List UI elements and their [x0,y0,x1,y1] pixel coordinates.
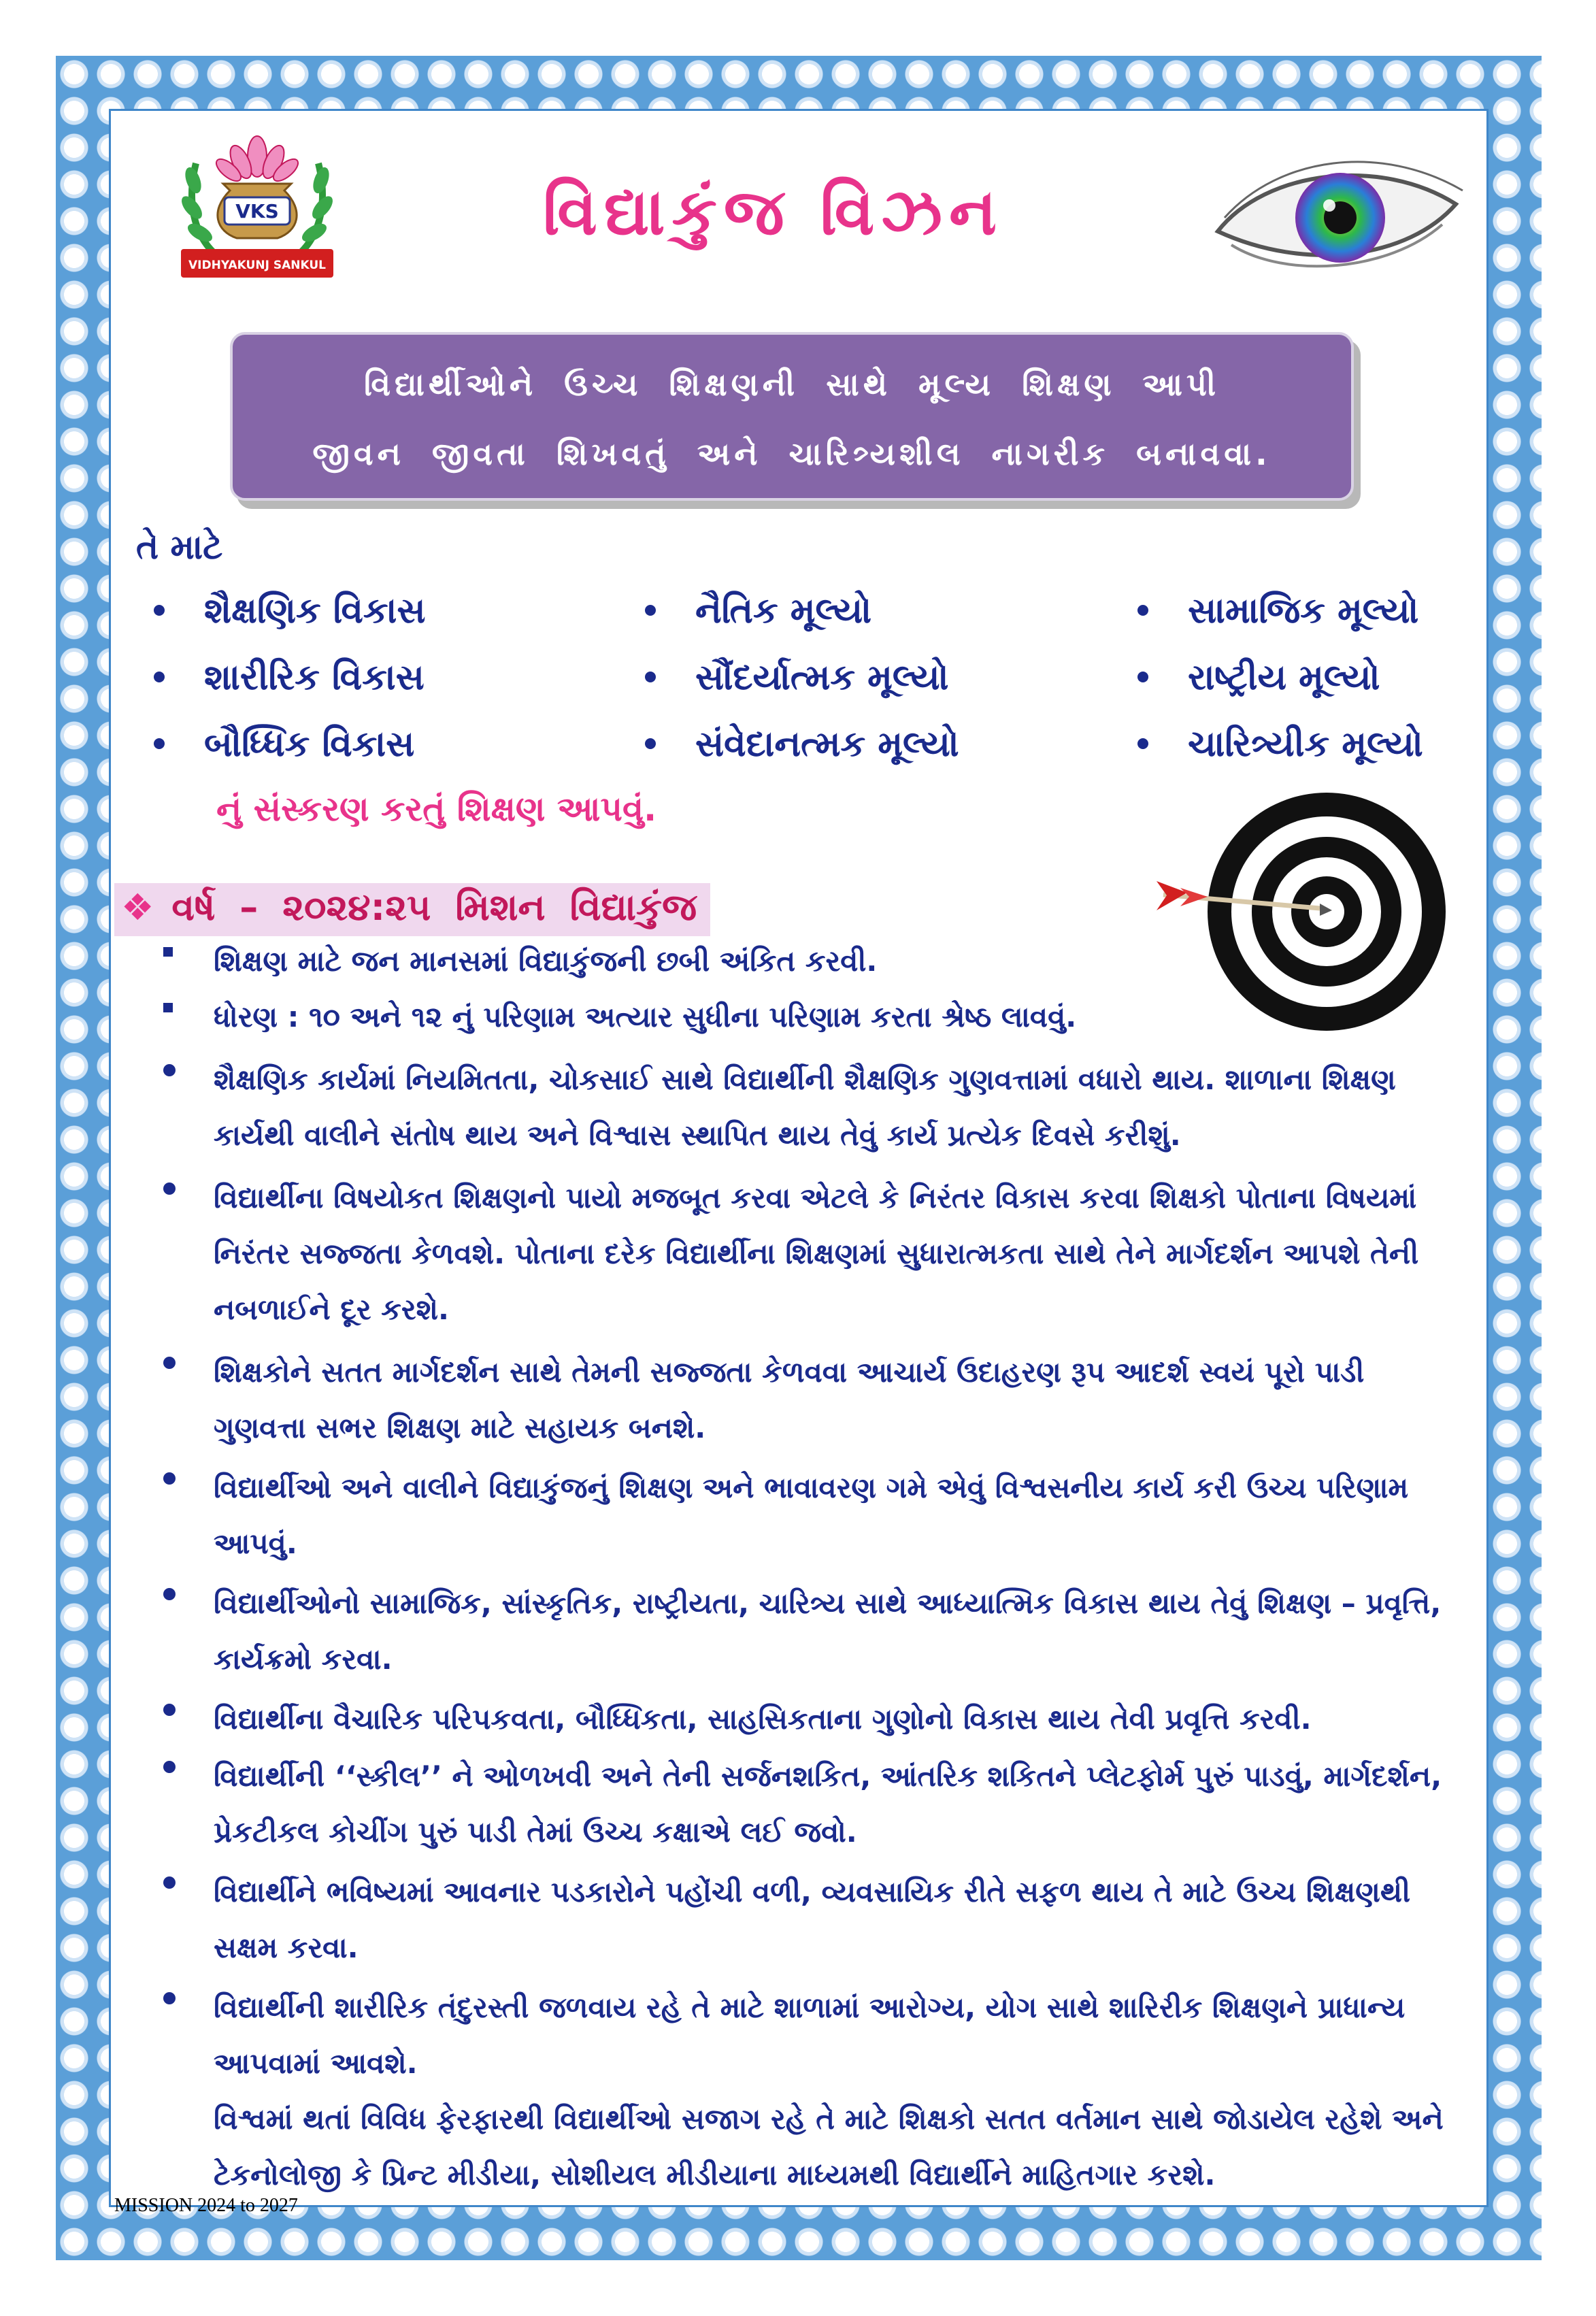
round-bullet-icon [163,1182,176,1195]
value-item: રાષ્ટ્રીય મૂલ્યો [1137,657,1380,699]
round-bullet-icon [163,1761,176,1773]
mission-heading: ❖ વર્ષ – ૨૦૨૪:૨૫ મિશન વિદ્યાકુંજ [114,883,710,936]
mission-square-item: શિક્ષણ માટે જન માનસમાં વિદ્યાકુંજની છબી અંકિત કરવી. [163,933,1483,989]
round-bullet-icon [163,1472,176,1485]
square-bullet-icon [163,947,173,957]
round-bullet-icon [163,1992,176,2004]
mission-item: વિદ્યાર્થીની ‘‘સ્કીલ’’ ને ઓળખવી અને તેની સર્જનશકિત, આંતરિક શકિતને પ્લેટફોર્મ પુરું પાડવું, માર્ગદર્શન, પ્રેકટીકલ કોચીંગ પુરું પાડી તેમાં ઉચ્ચ કક્ષાએ લઈ જવો. [163,1749,1464,1860]
for-this-label: તે માટે [136,527,223,567]
value-item: શારીરિક વિકાસ [154,657,425,699]
value-item: સામાજિક મૂલ્યો [1137,591,1418,632]
lotus-icon [213,136,302,185]
vision-line-2: જીવન જીવતા શિખવતું અને ચારિત્ર્યશીલ નાગરીક બનાવવા. [312,435,1271,472]
value-item: શૈક્ષણિક વિકાસ [154,591,425,632]
pot-icon [218,184,297,238]
mission-item: શૈક્ષણિક કાર્યમાં નિયમિતતા, ચોકસાઈ સાથે વિદ્યાર્થીની શૈક્ષણિક ગુણવત્તામાં વધારો થાય. શાળાના શિક્ષણ કાર્યથી વાલીને સંતોષ થાય અને વિશ્વાસ સ્થાપિત થાય તેવું કાર્ય પ્રત્યેક દિવસે કરીશું. [163,1052,1464,1163]
mission-closing-paragraph: વિશ્વમાં થતાં વિવિધ ફેરફારથી વિદ્યાર્થીઓ સજાગ રહે તે માટે શિક્ષકો સતત વર્તમાન સાથે જોડાયેલ રહેશે અને ટેકનોલોજી કે પ્રિન્ટ મીડીયા, સોશીયલ મીડીયાના માધ્યમથી વિદ્યાર્થીને માહિતગાર કરશે. [214,2102,1444,2191]
value-item: ચારિત્ર્યીક મૂલ્યો [1137,724,1423,765]
vision-statement-box [230,332,1354,501]
diamond-star-icon: ❖ [121,886,154,929]
value-item: સૌંદર્યાત્મક મૂલ્યો [645,657,948,699]
mission-item: શિક્ષકોને સતત માર્ગદર્શન સાથે તેમની સજ્જતા કેળવવા આચાર્ય ઉદાહરણ રૂપ આદર્શ સ્વયં પૂરો પાડી ગુણવત્તા સભર શિક્ષણ માટે સહાયક બનશે. [163,1344,1464,1456]
round-bullet-icon [163,1876,176,1889]
footer-note: MISSION 2024 to 2027 [114,2195,298,2216]
vks-logo [176,116,339,286]
logo-ribbon [181,249,333,278]
page-title: વિદ્યાકુંજ વિઝન [543,176,1004,250]
sanskaran-line: નું સંસ્કરણ કરતું શિક્ષણ આપવું. [216,789,657,829]
round-bullet-icon [163,1357,176,1369]
mission-item: વિદ્યાર્થીઓનો સામાજિક, સાંસ્કૃતિક, રાષ્ટ્રીયતા, ચારિત્ર્ય સાથે આધ્યાત્મિક વિકાસ થાય તેવું શિક્ષણ – પ્રવૃત્તિ, કાર્યક્રમો કરવા. [163,1576,1464,1687]
mission-item: વિદ્યાર્થીના વૈચારિક પરિપકવતા, બૌધ્ધિકતા, સાહસિકતાના ગુણોનો વિકાસ થાય તેવી પ્રવૃત્તિ કરવી. [163,1691,1464,1747]
mission-item: વિદ્યાર્થીઓ અને વાલીને વિદ્યાકુંજનું શિક્ષણ અને ભાવાવરણ ગમે એવું વિશ્વસનીય કાર્ય કરી ઉચ્ચ પરિણામ આપવું. [163,1460,1464,1572]
mission-item: વિદ્યાર્થીના વિષયોકત શિક્ષણનો પાયો મજબૂત કરવા એટલે કે નિરંતર વિકાસ કરવા શિક્ષકો પોતાના વિષયમાં નિરંતર સજ્જતા કેળવશે. પોતાના દરેક વિદ્યાર્થીના શિક્ષણમાં સુધારાત્મકતા સાથે તેને માર્ગદર્શન આપશે તેની નબળાઈને દૂર કરશે. [163,1170,1464,1338]
round-bullet-icon [163,1588,176,1600]
logo-badge-text: VKS [235,200,279,222]
mission-square-item: ધોરણ : ૧૦ અને ૧૨ નું પરિણામ અત્યાર સુધીના પરિણામ કરતા શ્રેષ્ઠ લાવવું. [163,989,1483,1045]
round-bullet-icon [163,1064,176,1076]
value-item: નૈતિક મૂલ્યો [645,591,871,632]
square-bullet-icon [163,1003,173,1012]
logo-ribbon-text: VIDHYAKUNJ SANKUL [188,259,326,272]
mission-item: વિદ્યાર્થીને ભવિષ્યમાં આવનાર પડકારોને પહોંચી વળી, વ્યવસાયિક રીતે સફળ થાય તે માટે ઉચ્ચ શિક્ષણથી સક્ષમ કરવા. [163,1864,1464,1976]
mission-item: વિદ્યાર્થીની શારીરિક તંદુરસ્તી જળવાય રહે તે માટે શાળામાં આરોગ્ય, યોગ સાથે શારિરીક શિક્ષણને પ્રાધાન્ય આપવામાં આવશે. [163,1980,1464,2091]
eye-icon [1204,143,1469,293]
value-item: બૌધ્ધિક વિકાસ [154,724,414,765]
round-bullet-icon [163,1704,176,1716]
value-item: સંવેદાનત્મક મૂલ્યો [645,724,959,765]
vision-line-1: વિદ્યાર્થીઓને ઉચ્ચ શિક્ષણની સાથે મૂલ્ય શિક્ષણ આપી [363,366,1220,403]
